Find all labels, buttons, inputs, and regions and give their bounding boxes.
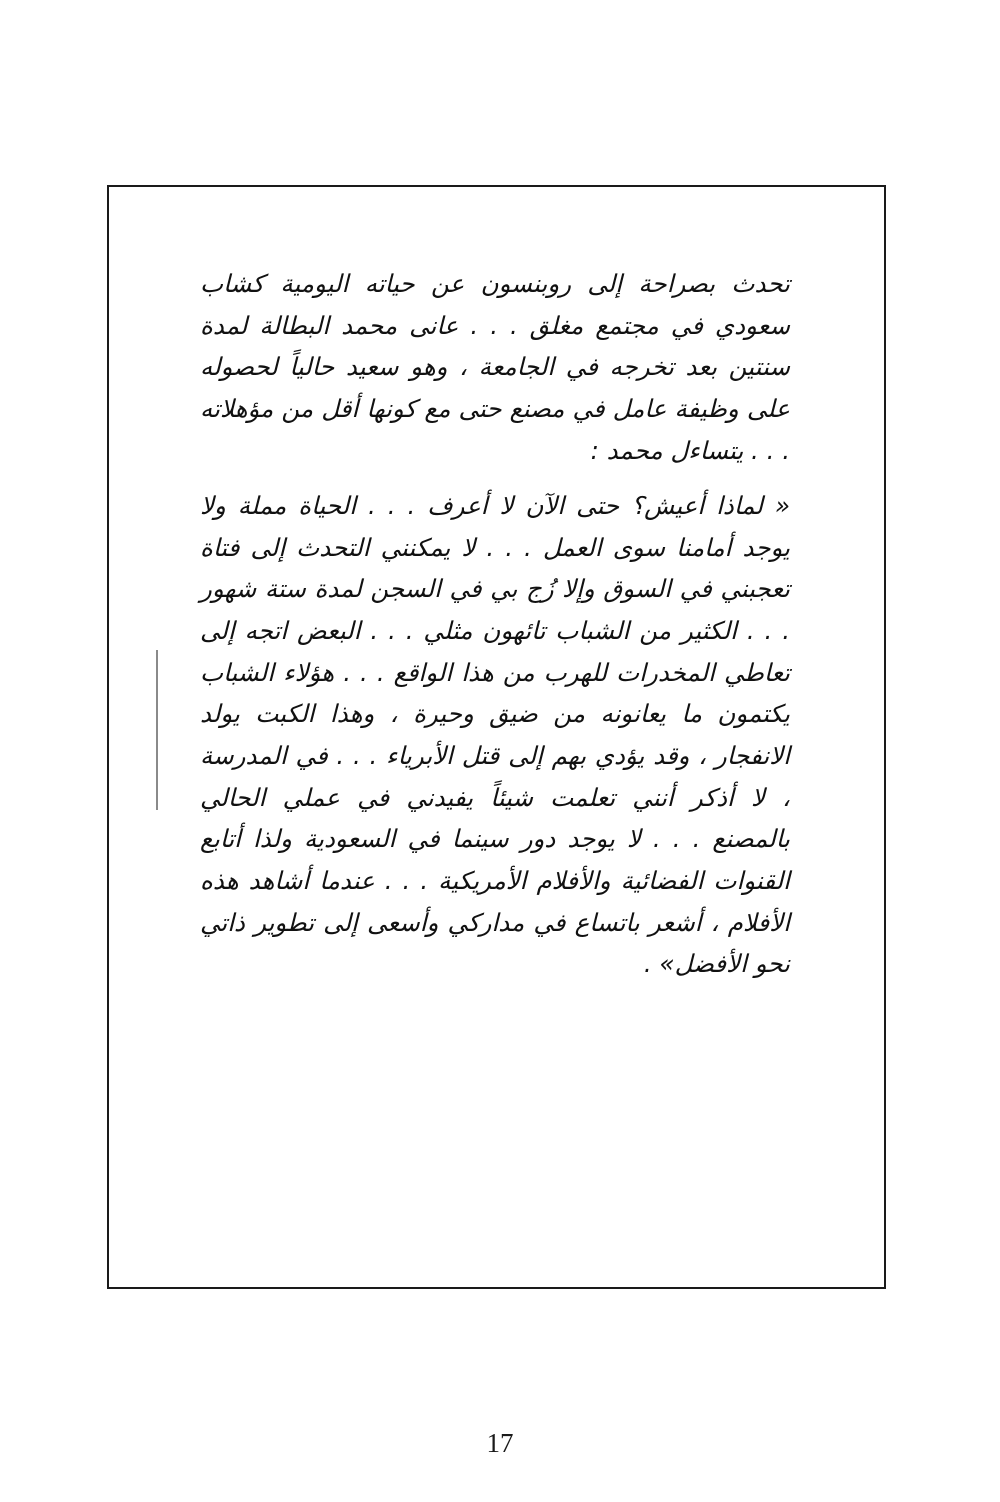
paragraph-quote: « لماذا أعيش؟ حتى الآن لا أعرف . . . الحياة مملة ولا يوجد أمامنا سوى العمل . . . لا يمكنني التحدث إلى فتاة تعجبني في السوق وإلا زُج بي في السجن لمدة ستة شهور . . . الكثير من الشباب تائهون مثلي . . . البعض اتجه إلى تعاطي المخدرات للهرب من هذا الواقع . . . هؤلاء الشباب يكتمون ما يعانونه من ضيق وحيرة ، وهذا الكبت يولد الانفجار ، وقد يؤدي بهم إلى قتل الأبرياء . . . في المدرسة ، لا أذكر أنني تعلمت شيئاً يفيدني في عملي الحالي بالمصنع . . . لا يوجد دور سينما في السعودية ولذا أتابع القنوات الفضائية والأفلام الأمريكية . . . عندما أشاهد هذه الأفلام ، أشعر باتساع في مداركي وأسعى إلى تطوير ذاتي نحو الأفضل» .	[200, 491, 790, 979]
body-text	[200, 263, 790, 985]
page-number: 17	[486, 1428, 514, 1458]
margin-line	[156, 650, 158, 810]
paragraph-intro: تحدث بصراحة إلى روبنسون عن حياته اليومية كشاب سعودي في مجتمع مغلق . . . عانى محمد البطالة لمدة سنتين بعد تخرجه في الجامعة ، وهو سعيد حالياً لحصوله على وظيفة عامل في مصنع حتى مع كونها أقل من مؤهلاته . . . يتساءل محمد :	[200, 269, 790, 465]
